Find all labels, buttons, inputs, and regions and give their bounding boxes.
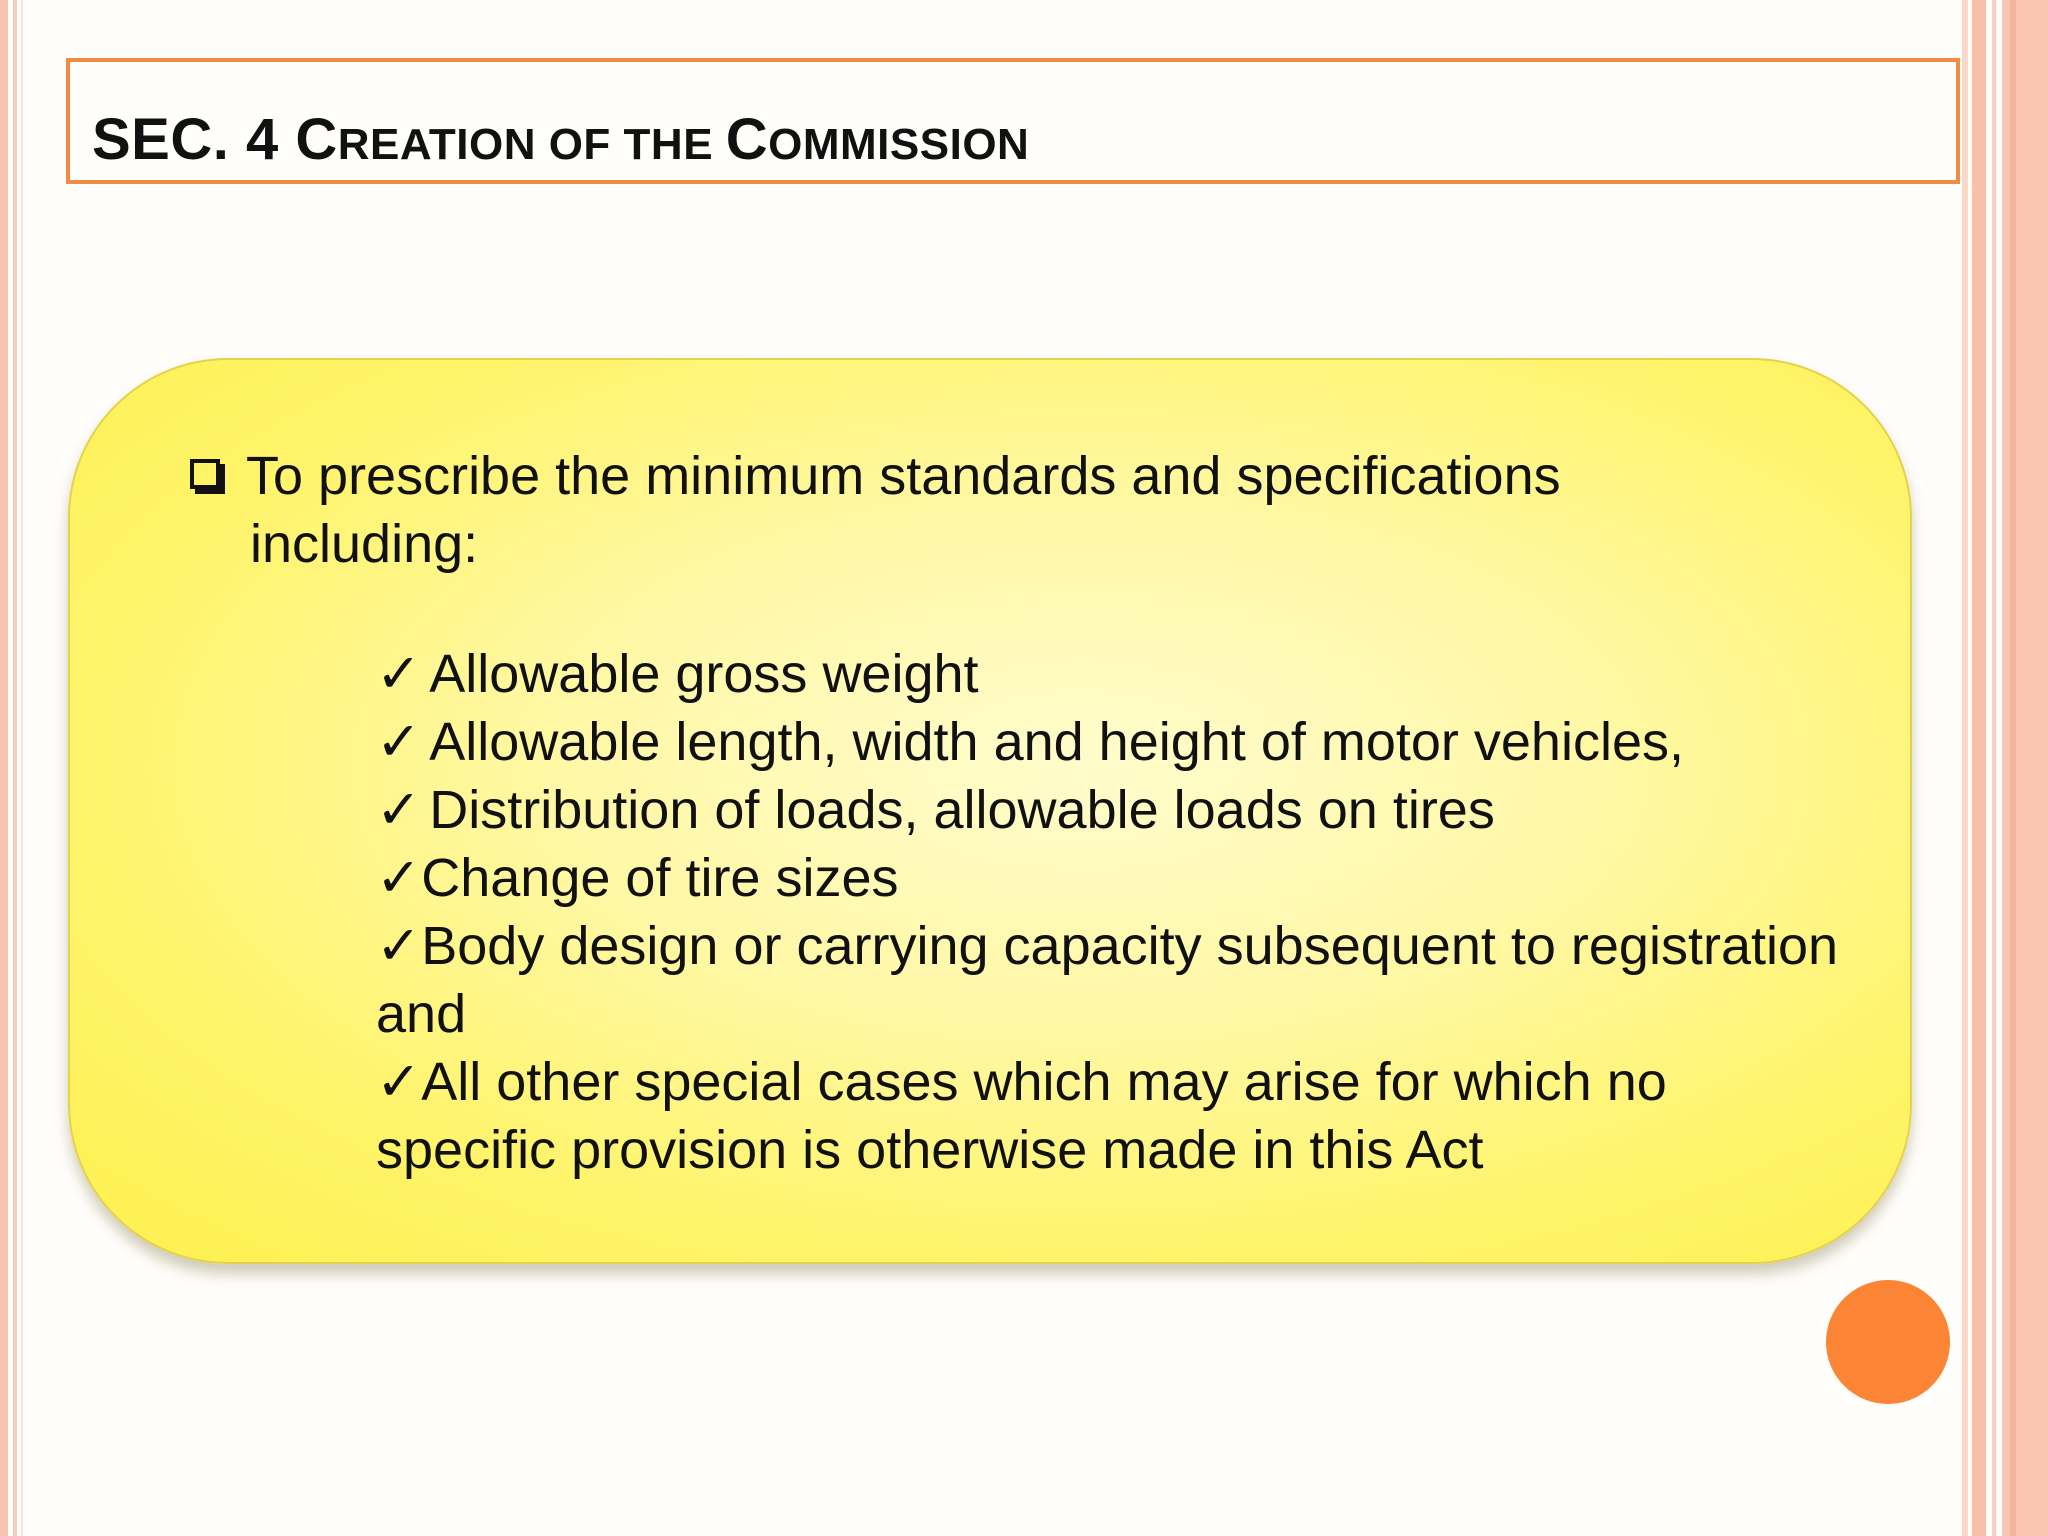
list-item <box>376 1048 1846 1184</box>
main-bullet <box>190 442 1750 578</box>
right-border-stripe <box>2010 0 2016 1536</box>
checkmark-icon: ✓ <box>376 916 422 976</box>
list-item <box>376 844 1846 912</box>
list-item-text: Distribution of loads, allowable loads on tires <box>429 780 1495 840</box>
left-border-stripe <box>0 0 8 1536</box>
checkmark-icon: ✓ <box>376 780 422 840</box>
checkmark-icon: ✓ <box>376 712 422 772</box>
main-bullet-text: To prescribe the minimum standards and specifications <box>246 446 1561 506</box>
list-item-text: Change of tire sizes <box>421 848 899 908</box>
list-item <box>376 708 1846 776</box>
list-item <box>376 640 1846 708</box>
list-item <box>376 912 1846 1048</box>
checkbox-bullet-icon <box>190 459 220 489</box>
slide-title <box>92 106 1029 173</box>
list-item-text: Body design or carrying capacity subsequent to registration and <box>376 916 1839 1044</box>
sub-item-list <box>376 640 1846 1184</box>
title-part: SEC. 4 C <box>92 107 338 172</box>
title-part: OMMISSION <box>768 120 1030 169</box>
right-border-stripe <box>1962 0 1968 1536</box>
list-item-text: Allowable gross weight <box>429 644 979 704</box>
content-panel <box>68 358 1912 1264</box>
checkmark-icon: ✓ <box>376 644 422 704</box>
title-part: C <box>725 107 769 172</box>
right-border-stripe <box>2002 0 2048 1536</box>
left-border-stripe <box>13 0 17 1536</box>
main-bullet-text-continued: including: <box>250 514 479 574</box>
list-item-text: All other special cases which may arise for which no specific provision is otherwise made in this Act <box>376 1052 1667 1180</box>
list-item-text: Allowable length, width and height of motor vehicles, <box>429 712 1684 772</box>
right-border-stripe <box>1972 0 1986 1536</box>
right-border-stripe <box>1992 0 1996 1536</box>
left-border-stripe <box>21 0 23 1536</box>
list-item <box>376 776 1846 844</box>
checkmark-icon: ✓ <box>376 848 422 908</box>
orange-accent-circle <box>1826 1280 1950 1404</box>
title-part: REATION OF THE <box>337 120 726 169</box>
checkmark-icon: ✓ <box>376 1052 422 1112</box>
title-box <box>66 58 1960 184</box>
